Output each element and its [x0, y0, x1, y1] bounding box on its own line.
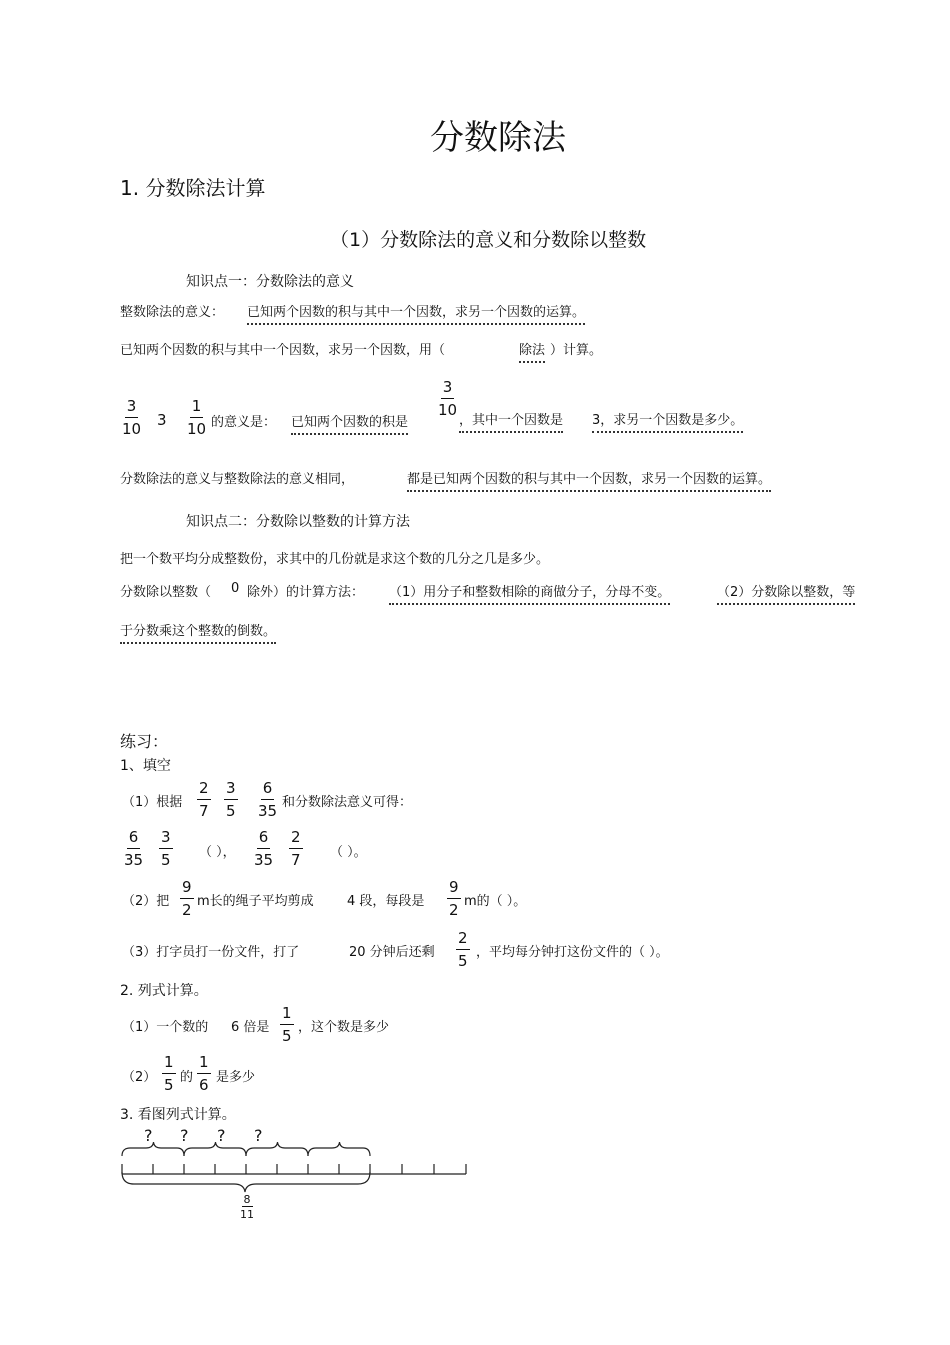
- kp2-line2-a: 分数除以整数（: [120, 585, 212, 600]
- line-diagram: [110, 1140, 480, 1210]
- operand: 3: [157, 411, 167, 429]
- kp2-line2-b: 0: [231, 581, 240, 596]
- question-mark: ?: [144, 1126, 153, 1145]
- q2-2-label: （2）: [122, 1070, 157, 1085]
- bottom-brace: [122, 1172, 370, 1192]
- q1-2-text-3: m的（ ）。: [464, 894, 527, 909]
- kp1-line1-label: 整数除法的意义：: [120, 305, 225, 320]
- q2-2-text-2: 是多少: [216, 1070, 256, 1085]
- kp2-line2-e: （2）分数除以整数，等: [717, 581, 855, 605]
- answer-blank[interactable]: （ ）。: [330, 845, 367, 860]
- fraction: $\frac{2}{7}$: [291, 828, 301, 869]
- subsection-heading: （1）分数除法的意义和分数除以整数: [330, 229, 647, 251]
- kp1-ex-content-3: 3，求另一个因数是多少。: [592, 409, 743, 433]
- kp1-line2-b: ）计算。: [550, 343, 603, 358]
- kp1-line4-b: 都是已知两个因数的积与其中一个因数，求另一个因数的运算。: [407, 468, 771, 492]
- q1-1-label: （1）根据: [122, 795, 183, 810]
- top-brace: [246, 1142, 308, 1156]
- fraction: $\frac{3}{5}$: [161, 828, 171, 869]
- q1-3-text-1: 20 分钟后还剩: [349, 945, 435, 960]
- kp2-heading: 知识点二：分数除以整数的计算方法: [186, 514, 410, 530]
- top-brace: [184, 1142, 246, 1156]
- q2-1-text-2: ，这个数是多少: [298, 1020, 390, 1035]
- question-2: 2. 列式计算。: [120, 983, 208, 999]
- top-brace: [308, 1142, 370, 1156]
- kp2-line2-d: （1）用分子和整数相除的商做分子，分母不变。: [389, 581, 670, 605]
- q1-3-text-2: ，平均每分钟打这份文件的（ ）。: [476, 945, 669, 960]
- fraction: $\frac{2}{7}$: [199, 779, 209, 820]
- fraction: $\frac{1}{10}$: [187, 397, 207, 438]
- kp2-line2-c: 除外）的计算方法：: [247, 585, 365, 600]
- q1-2-label: （2）把: [122, 894, 170, 909]
- fraction: $\frac{6}{35}$: [254, 828, 274, 869]
- kp1-heading: 知识点一：分数除法的意义: [186, 274, 354, 290]
- kp1-line1-content: 已知两个因数的积与其中一个因数，求另一个因数的运算。: [247, 301, 585, 325]
- fraction: $\frac{3}{5}$: [226, 779, 236, 820]
- fraction: $\frac{1}{5}$: [164, 1053, 174, 1094]
- question-3: 3. 看图列式计算。: [120, 1107, 236, 1123]
- kp1-line4-a: 分数除法的意义与整数除法的意义相同，: [120, 472, 355, 487]
- kp1-line2-blank: 除法: [519, 339, 545, 363]
- fraction: $\frac{3}{10}$: [122, 397, 142, 438]
- kp1-ex-content-1: 已知两个因数的积是: [291, 411, 408, 435]
- fraction: $\frac{6}{35}$: [124, 828, 144, 869]
- fraction: $\frac{1}{6}$: [199, 1053, 209, 1094]
- section-heading: 1. 分数除法计算: [120, 176, 266, 200]
- fraction: $\frac{9}{2}$: [449, 878, 459, 919]
- kp2-line1: 把一个数平均分成整数份，求其中的几份就是求这个数的几分之几是多少。: [120, 552, 550, 567]
- fraction: $\frac{6}{35}$: [258, 779, 278, 820]
- q1-2-text-2: 4 段，每段是: [347, 894, 425, 909]
- fraction: $\frac{1}{5}$: [282, 1004, 292, 1045]
- question-mark: ?: [254, 1126, 263, 1145]
- fraction: $\frac{8}{11}$: [240, 1193, 254, 1221]
- top-brace: [122, 1142, 184, 1156]
- kp2-line3: 于分数乘这个整数的倒数。: [120, 620, 276, 644]
- question-1: 1、填空: [120, 758, 171, 774]
- q1-2-text-1: m长的绳子平均剪成: [197, 894, 314, 909]
- practice-heading: 练习：: [120, 732, 169, 751]
- kp1-line2-a: 已知两个因数的积与其中一个因数，求另一个因数，用（: [120, 343, 446, 358]
- q1-1-text: 和分数除法意义可得：: [282, 795, 413, 810]
- kp1-ex-label: 的意义是：: [211, 415, 277, 430]
- fraction: $\frac{9}{2}$: [182, 878, 192, 919]
- page-title: 分数除法: [430, 118, 566, 158]
- kp1-ex-content-2: ，其中一个因数是: [459, 409, 563, 433]
- q2-2-text-1: 的: [180, 1070, 194, 1085]
- q2-1-text-1: 6 倍是: [231, 1020, 270, 1035]
- answer-blank[interactable]: （ ），: [199, 845, 236, 860]
- q1-3-label: （3）打字员打一份文件，打了: [122, 945, 300, 960]
- q2-1-label: （1）一个数的: [122, 1020, 209, 1035]
- fraction: $\frac{2}{5}$: [458, 929, 468, 970]
- question-mark: ?: [180, 1126, 189, 1145]
- fraction: $\frac{3}{10}$: [438, 378, 458, 419]
- question-mark: ?: [217, 1126, 226, 1145]
